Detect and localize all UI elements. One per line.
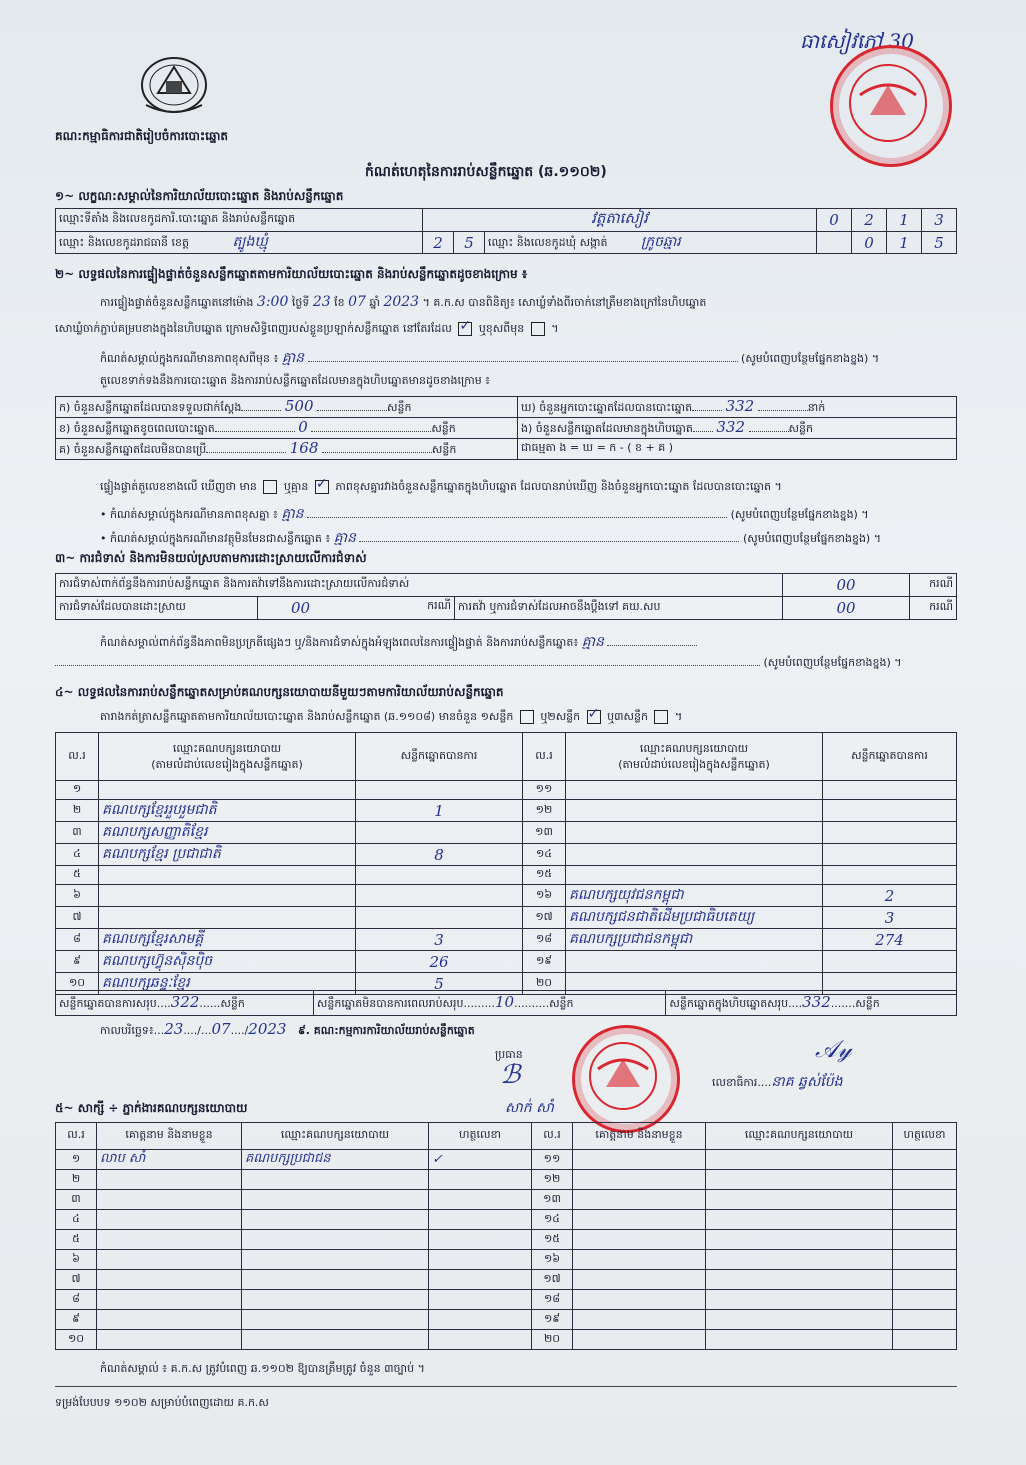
witness-row [56,1190,957,1210]
witness-row [56,1210,957,1230]
verification-line: ការផ្ទៀងផ្ទាត់ចំនួនសន្លឹកឆ្នោតនៅម៉ោង 3:00 ថ្ងៃទី 23 ខែ 07 ឆ្នាំ 2023 ។ គ.ក.ស បានពិនិត្យ៖ សោឃ្លំទាំងពីរចាក់នៅត្រឹមខាងក្រៅនៃហិបឆ្នោត [100,294,707,310]
party-name: គណបក្សខ្មែររួបរួមជាតិ [99,800,356,822]
total-valid: 322 [170,993,200,1011]
party-votes [823,844,957,866]
witness-no: ៧ [56,1270,97,1290]
party-name: គណបក្សខ្មែរសាមគ្គី [99,929,356,951]
discrepancy-note-value: គ្មាន [281,506,304,522]
party-name [99,885,356,907]
witness-row [56,1270,957,1290]
results-no: ១៩ [523,951,566,973]
witness-signature [429,1230,532,1250]
reference-code: ធាសៀវភៅ 30 [800,29,914,53]
form-footer: ទម្រង់បែបបទ ១១០២ សម្រាប់បំពេញដោយ គ.ក.ស [55,1396,269,1409]
section4-heading: ៤~ លទ្ធផលនៃការរាប់សន្លឹកឆ្នោតសម្រាប់គណបក្សនយោបាយនីមួយៗតាមការិយាល័យរាប់សន្លឹកឆ្នោត [55,685,504,699]
location-code-1: 0 [817,209,852,232]
witness-name [97,1330,242,1350]
date-month: 07 [211,1020,231,1038]
location-value: វត្តតាសៀវ [423,209,817,232]
party-votes [823,822,957,844]
witness-no: ១២ [532,1170,573,1190]
party-name: គណបក្សខ្មែរ ប្រជាជាតិ [99,844,356,866]
objections-label: ការជំទាស់ពាក់ព័ន្ធនឹងការរាប់សន្លឹកឆ្នោត និងការតវ៉ាទៅនឹងការដោះស្រាយលើការជំទាស់ [56,574,783,597]
witness-signature [893,1290,957,1310]
witness-name [97,1210,242,1230]
party-votes [356,866,523,885]
witness-no: ១០ [56,1330,97,1350]
objections-count: 00 [783,574,910,597]
party-name: គណបក្សប្រជាជនកម្ពុជា [566,929,823,951]
sheets-1-checkbox[interactable] [520,710,534,724]
party-votes [356,885,523,907]
secretary-name: នាគ ឆ្វស់ប៉ែង [771,1074,843,1090]
witness-no: ១៤ [532,1210,573,1230]
witness-party [242,1270,429,1290]
section2-heading: ២~ លទ្ធផលនៃការផ្ទៀងផ្ទាត់ចំនួនសន្លឹកឆ្នោតតាមការិយាល័យបោះឆ្នោត និងរាប់សន្លឹកឆ្នោតដូចខាងក្រោម ៖ [55,267,528,281]
witness-name [573,1270,706,1290]
location-code-3: 1 [887,209,922,232]
results-no: ២០ [523,973,566,995]
witness-signature [429,1250,532,1270]
party-votes: 2 [823,885,957,907]
province-label: ឈ្មោះ និងលេខកូដរាជធានី ខេត្ត ត្បូងឃ្មុំ [56,232,423,254]
figures-intro: តួលេខទាក់ទងនឹងការបោះឆ្នោត និងការរាប់សន្លឹកឆ្នោតដែលមានក្នុងហិបឆ្នោតមានដូចខាងក្រោម ៖ [100,374,491,387]
witness-party [706,1310,893,1330]
witness-no: ៨ [56,1290,97,1310]
results-row [56,885,957,907]
witness-party [706,1230,893,1250]
party-name: គណបក្សហ៊្វុនស៊ិនប៉ិច [99,951,356,973]
party-name [566,822,823,844]
witness-name [573,1150,706,1170]
witness-name [573,1230,706,1250]
location-label: ឈ្មោះទីតាំង និងលេខកូដការិ.បោះឆ្នោត និងរាប់សន្លឹកឆ្នោត [56,209,423,232]
party-name [566,844,823,866]
witness-no: ៩ [56,1310,97,1330]
results-no: ៦ [56,885,99,907]
verification-time: 3:00 [256,294,289,310]
witness-name [573,1210,706,1230]
witness-party [706,1210,893,1230]
total-in-box: 332 [802,993,831,1011]
formula: ជាធម្មតា ង = ឃ = ក - ( ខ + គ ) [518,439,957,460]
party-votes: 3 [823,907,957,929]
witness-name [573,1190,706,1210]
commune-code-3: 5 [922,232,957,254]
irregularity-note: កំណត់សម្គាល់ពាក់ព័ន្ធនឹងភាពមិនប្រក្រតីផ្សេងៗ ឬ/និងការជំទាស់ក្នុងអំឡុងពេលនៃការផ្ទៀងផ្ទាត់ និងការរាប់សន្លឹកឆ្នោត៖ គ្មាន [100,632,956,653]
results-no: ៩ [56,951,99,973]
results-row [56,781,957,800]
party-name [566,781,823,800]
results-no: ១៧ [523,907,566,929]
witness-no: ១៩ [532,1310,573,1330]
date-day: 23 [164,1020,184,1038]
witness-no: ៣ [56,1190,97,1210]
witness-party [242,1170,429,1190]
results-table: ល.រ ឈ្មោះគណបក្សនយោបាយ (តាមលំដាប់លេខរៀងក្នុងសន្លឹកឆ្នោត) សន្លឹកឆ្នោតបានការ ល.រ ឈ្មោះគណបក្សនយោបាយ (តាមលំដាប់លេខរៀងក្នុងសន្លឹកឆ្នោត) សន្លឹកឆ្នោតបានការ ១ ១១ ២ គណបក្សខ្មែររួបរួមជាតិ 1 ១២ ៣ គណបក្សសញ្ញាតិខ្មែរ ១៣ ៤ គណបក្សខ្មែរ ប្រជាជាតិ 8 ១៤ ៥ ១៥ ៦ ១៦ គណបក្សយុវជនកម្ពុជា 2 ៧ ១៧ គណបក្សជនជាតិដើមប្រជាធិបតេយ្យ 3 ៨ គណបក្សខ្មែរសាមគ្គី 3 ១៨ គណបក្សប្រជាជនកម្ពុជា 274 ៩ គណបក្សហ៊្វុនស៊ិនប៉ិច 26 ១៩ ១០ គណបក្សឆន្ទៈខ្មែរ 5 ២០ [55,732,957,995]
witness-party [242,1330,429,1350]
signing-date: កាលបរិច្ឆេទ៖...23..../...07..../2023 ៩. គណ:កម្មការការិយាល័យរាប់សន្លឹកឆ្នោត [100,1020,475,1038]
results-row [56,822,957,844]
witness-signature [893,1330,957,1350]
document-title: កំណត់ហេតុនៃការរាប់សន្លឹកឆ្នោត (ឆ.១១០២) [365,164,607,180]
irregularity-refer-note: (សូមបំពេញបន្ថែមផ្នែកខាងខ្នង) ។ [763,656,902,669]
witness-row [56,1290,957,1310]
party-votes: 274 [823,929,957,951]
results-no: ១៣ [523,822,566,844]
party-name [566,951,823,973]
witness-signature [893,1170,957,1190]
province-code-2: 5 [454,232,485,254]
province-code-1: 2 [423,232,454,254]
results-row [56,800,957,822]
verification-line-2: សោឃ្លំចាក់ភ្ជាប់គម្របខាងក្នុងនៃហិបឆ្នោត ក្រោមសិទ្ធិពេញរបស់ខ្លួនប្រឡាក់សន្លឹកឆ្នោត នៅតែរដែល ✓ ឬខុសពីមុន ។ [55,322,558,338]
commune-label: ឈ្មោះ និងលេខកូដឃុំ សង្កាត់ ក្រូចឆ្មារ [485,232,817,254]
party-name [566,800,823,822]
section3-heading: ៣~ ការជំទាស់ និងការមិនយល់ស្របតាមការដោះស្រាយលើការជំទាស់ [55,551,367,565]
party-votes [356,822,523,844]
witness-signature [429,1170,532,1190]
sheets-3-checkbox[interactable] [654,710,668,724]
appeal-count: 00 [783,597,910,620]
foreign-object-note: • កំណត់សម្គាល់ក្នុងករណីមានវត្ថុមិនមែនជាសន្លឹកឆ្នោត ៖ គ្មាន (សូមបំពេញបន្ថែមផ្នែកខាងខ្នង) ។ [100,530,881,546]
results-no: ១៦ [523,885,566,907]
results-row [56,866,957,885]
secretary-block: លេខាធិការ....នាគ ឆ្វស់ប៉ែង [712,1074,843,1090]
witness-no: ១៥ [532,1230,573,1250]
party-name [99,781,356,800]
results-no: ១៥ [523,866,566,885]
witness-name [573,1330,706,1350]
witness-party [706,1190,893,1210]
date-year: 2023 [248,1020,287,1038]
location-code-4: 3 [922,209,957,232]
witness-signature [893,1270,957,1290]
committee-name: គណ:កម្មាធិការជាតិរៀបចំការបោះឆ្នោត [55,129,229,143]
ballots-spoiled: 0 [298,418,308,436]
official-seal-top [830,45,952,167]
witness-row [56,1230,957,1250]
results-no: ១២ [523,800,566,822]
sheets-2-checkbox[interactable] [587,710,601,724]
witness-name [97,1270,242,1290]
party-votes [823,951,957,973]
results-no: ១១ [523,781,566,800]
results-no: ២ [56,800,99,822]
witness-signature: ✓ [429,1150,532,1170]
location-code-2: 2 [852,209,887,232]
witness-name [573,1310,706,1330]
witness-handwritten-name: សាក់ សាំ [505,1100,554,1116]
witness-party [706,1270,893,1290]
results-no: ១៤ [523,844,566,866]
ballots-in-box: 332 [716,418,746,436]
results-no: ៤ [56,844,99,866]
witness-party [242,1290,429,1310]
results-row [56,951,957,973]
figures-table: ក) ចំនួនសន្លឹកឆ្នោតដែលបានទទួលជាក់ស្តែង 500 សន្លឹក ឃ) ចំនួនអ្នកបោះឆ្នោតដែលបានបោះឆ្នោត 332 នាក់ ខ) ចំនួនសន្លឹកឆ្នោតខូចពេលបោះឆ្នោត 0 សន្លឹក ង) ចំនួនសន្លឹកឆ្នោតដែលមានក្នុងហិបឆ្នោត 332 សន្លឹក គ) ចំនួនសន្លឹកឆ្នោតដែលមិនបានប្រើ 168 សន្លឹក ជាធម្មតា ង = ឃ = ក - ( ខ + គ ) [55,396,957,460]
party-name: គណបក្សយុវជនកម្ពុជា [566,885,823,907]
witness-signature [429,1190,532,1210]
witness-party [706,1290,893,1310]
section1-table [55,208,957,254]
party-votes: 26 [356,951,523,973]
discrepancy-yes-checkbox[interactable] [263,480,277,494]
party-votes [356,907,523,929]
witness-no: ១១ [532,1150,573,1170]
party-votes [823,866,957,885]
witness-no: ១៧ [532,1270,573,1290]
witness-party [242,1190,429,1210]
party-votes [823,781,957,800]
witness-party [242,1210,429,1230]
witness-signature [893,1190,957,1210]
appeal-label: ការតវ៉ា ឬការជំទាស់ដែលអាចនឹងប្តឹងទៅ គឃ.សប [455,597,783,620]
witness-name [97,1190,242,1210]
witness-no: ២០ [532,1330,573,1350]
witness-no: ៦ [56,1250,97,1270]
witness-signature [429,1290,532,1310]
verification-day: 23 [312,294,331,310]
objections-table: ការជំទាស់ពាក់ព័ន្ធនឹងការរាប់សន្លឹកឆ្នោត និងការតវ៉ាទៅនឹងការដោះស្រាយលើការជំទាស់ 00 ករណី ការជំទាស់ដែលបានដោះស្រាយ 00 ករណី ការតវ៉ា ឬការជំទាស់ដែលអាចនឹងប្តឹងទៅ គឃ.សប 00 ករណី [55,573,957,620]
verification-month: 07 [348,294,366,310]
witness-signature [429,1330,532,1350]
witness-signature [429,1270,532,1290]
witness-party [706,1150,893,1170]
results-no: ៧ [56,907,99,929]
party-name [99,866,356,885]
witness-no: ១៣ [532,1190,573,1210]
witness-no: ១ [56,1150,97,1170]
discrepancy-no-checkbox[interactable] [315,480,329,494]
results-no: ៨ [56,929,99,951]
results-no: ១ [56,781,99,800]
witness-party [242,1250,429,1270]
section1-heading: ១~ លក្ខណ:សម្គាល់នៃការិយាល័យបោះឆ្នោត និងរាប់សន្លឹកឆ្នោត [55,189,344,203]
resolved-label: ការជំទាស់ដែលបានដោះស្រាយ [56,597,258,620]
discrepancy-check: ផ្ទៀងផ្ទាត់តួលេខខាងលើ ឃើញថា មាន ឬគ្មាន ✓ ភាពខុសគ្នារវាងចំនួនសន្លឹកឆ្នោតក្នុងហិបឆ្នោត ដែលបានរាប់ឃើញ និងចំនួនអ្នកបោះឆ្នោត ដែលបានបោះឆ្នោត ។ [100,480,782,496]
witness-party [706,1330,893,1350]
witness-row [56,1310,957,1330]
chair-label: ប្រធាន [495,1048,523,1061]
voters-voted: 332 [725,397,755,415]
commune-value: ក្រូចឆ្មារ [641,234,681,250]
party-votes: 1 [356,800,523,822]
party-name [99,907,356,929]
party-votes: 8 [356,844,523,866]
witness-party: គណបក្សប្រជាជន [242,1150,429,1170]
witness-party [242,1310,429,1330]
discrepancy-note: • កំណត់សម្គាល់ក្នុងករណីមានភាពខុសគ្នា ៖ គ្មាន (សូមបំពេញបន្ថែមផ្នែកខាងខ្នង) ។ [100,506,869,522]
seal-changed-checkbox[interactable] [531,322,545,336]
ballots-received: 500 [284,397,314,415]
foreign-object-note-value: គ្មាន [333,530,356,546]
difference-note-value: គ្មាន [281,350,305,366]
official-seal-bottom [572,1025,680,1133]
witness-party [706,1170,893,1190]
commune-code-2: 1 [887,232,922,254]
results-row [56,929,957,951]
witness-no: ២ [56,1170,97,1190]
chair-signature: ℬ [500,1060,521,1090]
witness-row [56,1330,957,1350]
witness-no: ១៨ [532,1290,573,1310]
ballots-unused: 168 [289,439,319,457]
witness-name [573,1170,706,1190]
results-row [56,907,957,929]
witness-name [573,1250,706,1270]
witness-row [56,1250,957,1270]
results-row [56,844,957,866]
seal-intact-checkbox[interactable] [458,322,472,336]
witness-row [56,1170,957,1190]
total-invalid: 10 [495,993,515,1011]
witness-name [97,1310,242,1330]
verification-year: 2023 [383,294,420,310]
witness-party [706,1250,893,1270]
witness-name [97,1250,242,1270]
party-votes: 5 [356,973,523,995]
party-name: គណបក្សជនជាតិដើមប្រជាធិបតេយ្យ [566,907,823,929]
section5-heading: ៥~ សាក្សី ÷ ភ្នាក់ងារគណបក្សនយោបាយ [55,1101,248,1115]
witness-name [97,1290,242,1310]
witness-signature [893,1250,957,1270]
witness-signature [893,1310,957,1330]
witness-signature [893,1150,957,1170]
witness-name [97,1230,242,1250]
tally-sheet-count: តារាងកត់ត្រាសន្លឹកឆ្នោតតាមការិយាល័យបោះឆ្នោត និងរាប់សន្លឹកឆ្នោត (ឆ.១១០៨) មានចំនួន ១សន្លឹក ឬ២សន្លឹក ✓ ឬ៣សន្លឹក ។ [100,710,682,726]
witness-signature [429,1310,532,1330]
witness-party [242,1230,429,1250]
witness-no: ៥ [56,1230,97,1250]
results-no: ៣ [56,822,99,844]
witness-name [97,1170,242,1190]
resolved-count: 00 [291,599,311,617]
witness-no: ៤ [56,1210,97,1230]
footnote: កំណត់សម្គាល់ ៖ គ.ក.ស ត្រូវបំពេញ ឆ.១១០២ ឱ្យបានត្រឹមត្រូវ ចំនួន ៣ច្បាប់ ។ [100,1362,425,1375]
commune-code-1: 0 [852,232,887,254]
results-totals: សន្លឹកឆ្នោតបានការសរុប....322......សន្លឹក សន្លឹកឆ្នោតមិនបានការពេលរាប់សរុប.........10..........សន្លឹក សន្លឹកឆ្នោតក្នុងហិបឆ្នោតសរុប....332.......សន្លឹក [55,990,957,1016]
province-value: ត្បូងឃ្មុំ [232,234,268,250]
witness-signature [893,1230,957,1250]
witness-name [573,1290,706,1310]
difference-note: កំណត់សម្គាល់ក្នុងករណីមានភាពខុសពីមុន ៖ គ្មាន (សូមបំពេញបន្ថែមផ្នែកខាងខ្នង) ។ [100,350,880,366]
nec-emblem-icon [138,55,210,119]
secretary-signature: 𝒜𝓎 [815,1035,852,1063]
party-votes [823,800,957,822]
witness-name: លាប សាំ [97,1150,242,1170]
party-name [566,866,823,885]
party-name: គណបក្សសញ្ញាតិខ្មែរ [99,822,356,844]
witness-row [56,1150,957,1170]
results-no: ៥ [56,866,99,885]
witness-no: ១៦ [532,1250,573,1270]
results-no: ១៨ [523,929,566,951]
irregularity-note-value: គ្មាន [581,634,604,650]
party-name: គណបក្សឆន្ទៈខ្មែរ [99,973,356,995]
witness-table: ល.រ គោត្តនាម និងនាមខ្លួន ឈ្មោះគណបក្សនយោបាយ ហត្ថលេខា ល.រ គោត្តនាម និងនាមខ្លួន ឈ្មោះគណបក្សនយោបាយ ហត្ថលេខា ១ លាប សាំ គណបក្សប្រជាជន ✓ ១១ ២ ១២ ៣ ១៣ ៤ ១៤ ៥ ១៥ ៦ ១៦ ៧ ១៧ ៨ ១៨ ៩ ១៩ ១០ ២០ [55,1122,957,1350]
party-votes [356,781,523,800]
witness-signature [429,1210,532,1230]
party-votes: 3 [356,929,523,951]
results-no: ១០ [56,973,99,995]
witness-signature [893,1210,957,1230]
